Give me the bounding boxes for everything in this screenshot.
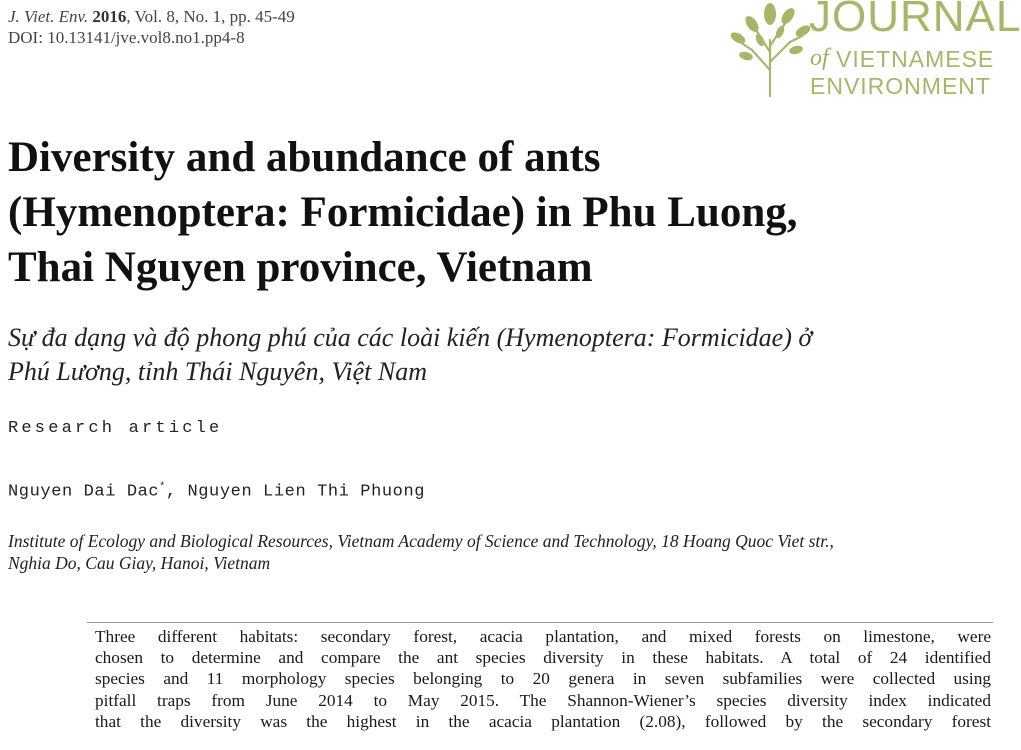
leaf-tree-icon xyxy=(730,0,810,100)
subtitle-line-1: Sự đa dạng và độ phong phú của các loài kiến (Hymenoptera: Formicidae) ở xyxy=(8,323,813,352)
abstract-line: pitfall traps from June 2014 to May 2015. The Shannon-Wiener’s species diversity index indicated xyxy=(95,690,991,710)
title-line-2: (Hymenoptera: Formicidae) in Phu Luong, xyxy=(8,189,798,236)
citation-line xyxy=(8,6,295,27)
abstract-text xyxy=(95,626,991,732)
logo-word-vietnamese: VIETNAMESE xyxy=(836,46,995,72)
abstract-divider xyxy=(87,622,993,623)
journal-abbrev: J. Viet. Env. xyxy=(8,7,89,26)
doi-line: DOI: 10.13141/jve.vol8.no1.pp4-8 xyxy=(8,28,245,47)
vietnamese-title xyxy=(8,321,993,389)
logo-word-of: of xyxy=(810,45,829,71)
subtitle-line-2: Phú Lương, tỉnh Thái Nguyên, Việt Nam xyxy=(8,357,428,386)
title-line-1: Diversity and abundance of ants xyxy=(8,134,601,181)
logo-word-journal: JOURNAL xyxy=(809,0,1021,41)
affiliation-line-1: Institute of Ecology and Biological Resources, Vietnam Academy of Science and Technology, 18 Hoang Quoc Viet str., xyxy=(8,531,834,551)
volume-pages: , Vol. 8, No. 1, pp. 45-49 xyxy=(126,7,295,26)
author-list xyxy=(8,482,425,502)
publication-year: 2016 xyxy=(92,7,127,26)
corresponding-marker: * xyxy=(159,482,166,493)
article-title xyxy=(8,130,993,295)
title-line-3: Thai Nguyen province, Vietnam xyxy=(8,244,593,291)
affiliation xyxy=(8,530,998,574)
journal-logo xyxy=(730,0,1021,100)
author-first: Nguyen Dai Dac xyxy=(8,482,160,502)
abstract-line: that the diversity was the highest in the acacia plantation (2.08), followed by the secondary forest xyxy=(95,711,991,731)
abstract-line: Three different habitats: secondary forest, acacia plantation, and mixed forests on limestone, were xyxy=(95,627,991,646)
author-rest: , Nguyen Lien Thi Phuong xyxy=(165,482,426,502)
affiliation-line-2: Nghia Do, Cau Giay, Hanoi, Vietnam xyxy=(8,553,271,573)
abstract-line: chosen to determine and compare the ant species diversity in these habitats. A total of 24 identified xyxy=(95,648,991,668)
abstract-line: species and 11 morphology species belonging to 20 genera in seven subfamilies were collected using xyxy=(95,669,991,689)
logo-word-environment: ENVIRONMENT xyxy=(810,73,991,99)
article-type: Research article xyxy=(8,419,223,438)
